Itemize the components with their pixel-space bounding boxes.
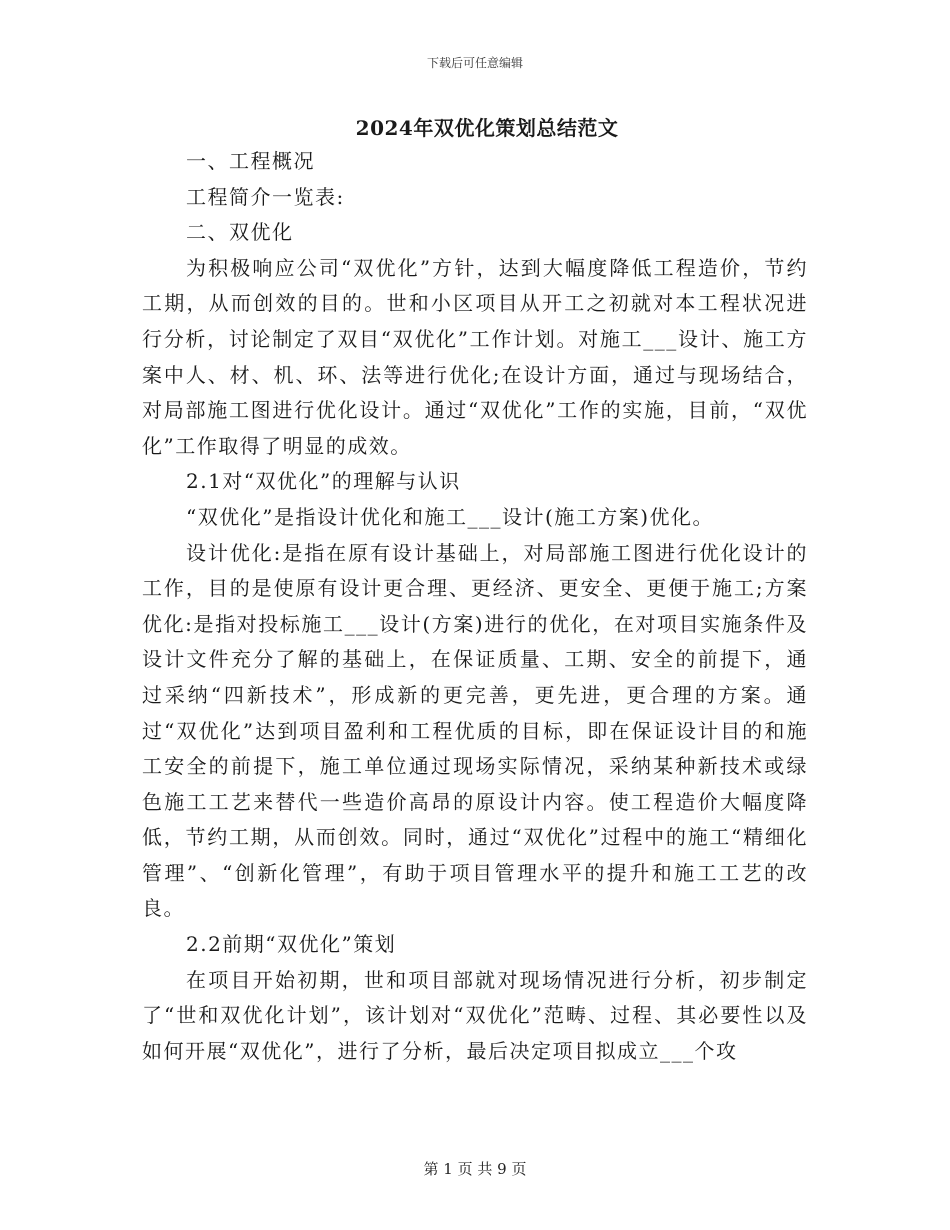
- page-number-footer: 第 1 页 共 9 页: [423, 1160, 527, 1178]
- paragraph-early-planning: 在项目开始初期，世和项目部就对现场情况进行分析，初步制定了“世和双优化计划”，该计划对“双优化”范畴、过程、其必要性以及如何开展“双优化”，进行了分析，最后决定项目拟成立___个攻: [142, 967, 808, 1063]
- subsection-heading-2-2: 2.2前期“双优化”策划: [186, 932, 397, 957]
- paragraph-intro: 为积极响应公司“双优化”方针，达到大幅度降低工程造价，节约工期，从而创效的目的。世和小区项目从开工之初就对本工程状况进行分析，讨论制定了双目“双优化”工作计划。对施工___设计、施工方案中人、材、机、环、法等进行优化;在设计方面，通过与现场结合，对局部施工图进行优化设计。通过“双优化”工作的实施，目前，“双优化”工作取得了明显的成效。: [142, 255, 808, 458]
- document-content: [142, 112, 808, 1069]
- definition-line: “双优化”是指设计优化和施工___设计(施工方案)优化。: [186, 504, 715, 529]
- page-header-note: 下载后可任意编辑: [426, 56, 523, 70]
- subsection-heading-2-1: 2.1对“双优化”的理解与认识: [186, 469, 461, 494]
- project-summary-label: 工程简介一览表:: [186, 184, 345, 209]
- section-heading-double-optimization: 二、双优化: [186, 220, 294, 245]
- document-title: 2024年双优化策划总结范文: [355, 116, 619, 140]
- paragraph-design-optimization: 设计优化:是指在原有设计基础上，对局部施工图进行优化设计的工作，目的是使原有设计更合理、更经济、更安全、更便于施工;方案优化:是指对投标施工___设计(方案)进行的优化，在对项目实施条件及设计文件充分了解的基础上，在保证质量、工期、安全的前提下，通过采纳“四新技术”，形成新的更完善，更先进，更合理的方案。通过“双优化”达到项目盈利和工程优质的目标，即在保证设计目的和施工安全的前提下，施工单位通过现场实际情况，采纳某种新技术或绿色施工工艺来替代一些造价高昂的原设计内容。使工程造价大幅度降低，节约工期，从而创效。同时，通过“双优化”过程中的施工“精细化管理”、“创新化管理”，有助于项目管理水平的提升和施工工艺的改良。: [142, 540, 808, 921]
- section-heading-overview: 一、工程概况: [186, 149, 315, 173]
